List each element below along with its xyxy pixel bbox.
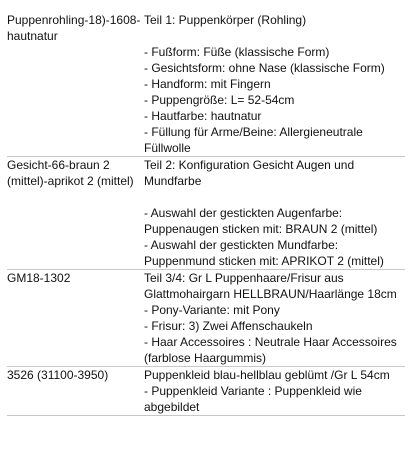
description-line: - Hautfarbe: hautnatur — [144, 109, 262, 123]
spacer — [144, 28, 405, 44]
table-row — [7, 157, 405, 270]
description-line: - Pony-Variante: mit Pony — [144, 303, 280, 317]
item-code: GM18-1302 — [7, 270, 144, 367]
item-description — [144, 12, 405, 157]
item-description — [144, 270, 405, 367]
description-heading: Teil 3/4: Gr L Puppenhaare/Frisur aus Glattmohairgarn HELLBRAUN/Haarlänge 18cm — [144, 271, 397, 301]
item-description — [144, 367, 405, 416]
description-heading: Teil 2: Konfiguration Gesicht Augen und Mundfarbe — [144, 158, 355, 188]
description-line: - Gesichtsform: ohne Nase (klassische Form) — [144, 61, 385, 75]
item-code: Gesicht-66-braun 2 (mittel)-aprikot 2 (mittel) — [7, 157, 144, 270]
table-row — [7, 270, 405, 367]
item-code: 3526 (31100-3950) — [7, 367, 144, 416]
spacer — [144, 189, 405, 205]
description-heading: Teil 1: Puppenkörper (Rohling) — [144, 13, 307, 27]
description-line: - Füllung für Arme/Beine: Allergieneutrale Füllwolle — [144, 125, 363, 155]
description-line: - Fußform: Füße (klassische Form) — [144, 45, 330, 59]
description-line: - Handform: mit Fingern — [144, 77, 271, 91]
table-row — [7, 12, 405, 157]
description-heading: Puppenkleid blau-hellblau geblümt /Gr L 54cm — [144, 368, 390, 382]
description-line: - Puppenkleid Variante : Puppenkleid wie abgebildet — [144, 384, 362, 414]
description-line: - Haar Accessoires : Neutrale Haar Accessoires (farblose Haargummis) — [144, 335, 397, 365]
table-row — [7, 367, 405, 416]
description-line: - Auswahl der gestickten Mundfarbe: Puppenmund sticken mit: APRIKOT 2 (mittel) — [144, 238, 384, 268]
description-line: - Auswahl der gestickten Augenfarbe: Puppenaugen sticken mit: BRAUN 2 (mittel) — [144, 206, 378, 236]
order-items-table — [7, 12, 405, 416]
item-code: Puppenrohling-18)-1608-hautnatur — [7, 12, 144, 157]
description-line: - Frisur: 3) Zwei Affenschaukeln — [144, 319, 313, 333]
description-line: - Puppengröße: L= 52-54cm — [144, 93, 295, 107]
item-description — [144, 157, 405, 270]
